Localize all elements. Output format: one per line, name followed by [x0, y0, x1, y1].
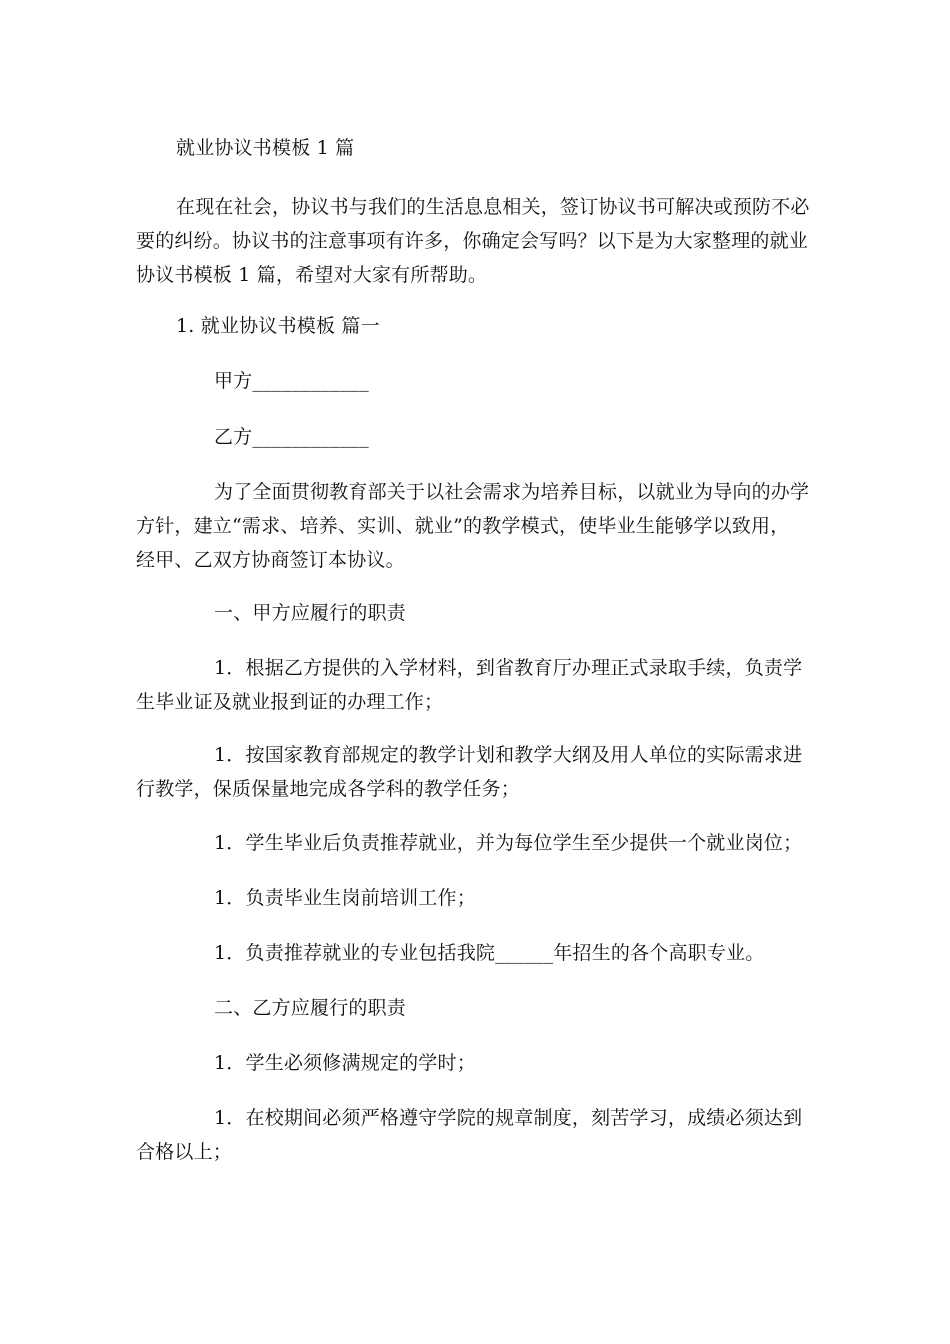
- purpose-line-1: 为了全面贯彻教育部关于以社会需求为培养目标，以就业为导向的办学: [214, 481, 810, 503]
- purpose-line-3: 经甲、乙双方协商签订本协议。: [136, 549, 405, 571]
- party-a-duty-2-line-1: 1．按国家教育部规定的教学计划和教学大纲及用人单位的实际需求进: [214, 744, 803, 766]
- document-title: 就业协议书模板 1 篇: [176, 137, 355, 159]
- party-b-duties-heading: 二、乙方应履行的职责: [214, 997, 407, 1019]
- party-a-duty-1-line-1: 1．根据乙方提供的入学材料，到省教育厅办理正式录取手续，负责学: [214, 657, 803, 679]
- party-a-duty-3: 1．学生毕业后负责推荐就业，并为每位学生至少提供一个就业岗位；: [214, 832, 803, 854]
- party-a-duty-4: 1．负责毕业生岗前培训工作；: [214, 887, 476, 909]
- intro-line-2: 要的纠纷。协议书的注意事项有许多，你确定会写吗？以下是为大家整理的就业: [136, 230, 809, 252]
- party-a-duty-5: 1．负责推荐就业的专业包括我院______年招生的各个高职专业。: [214, 942, 765, 964]
- intro-line-1: 在现在社会，协议书与我们的生活息息相关，签订协议书可解决或预防不必: [176, 196, 810, 218]
- party-a-duty-2-line-2: 行教学，保质保量地完成各学科的教学任务；: [136, 778, 521, 800]
- party-a-line: 甲方____________: [214, 370, 369, 392]
- party-a-duty-1-line-2: 生毕业证及就业报到证的办理工作；: [136, 691, 444, 713]
- party-b-duty-2-line-1: 1．在校期间必须严格遵守学院的规章制度，刻苦学习，成绩必须达到: [214, 1107, 803, 1129]
- party-b-duty-2-line-2: 合格以上；: [136, 1141, 233, 1163]
- section-heading: 1. 就业协议书模板 篇一: [176, 315, 380, 337]
- intro-line-3: 协议书模板 1 篇，希望对大家有所帮助。: [136, 264, 488, 286]
- party-b-line: 乙方____________: [214, 426, 369, 448]
- party-a-duties-heading: 一、甲方应履行的职责: [214, 602, 407, 624]
- party-b-duty-1: 1．学生必须修满规定的学时；: [214, 1052, 476, 1074]
- purpose-line-2: 方针，建立“需求、培养、实训、就业”的教学模式，使毕业生能够学以致用，: [136, 515, 790, 537]
